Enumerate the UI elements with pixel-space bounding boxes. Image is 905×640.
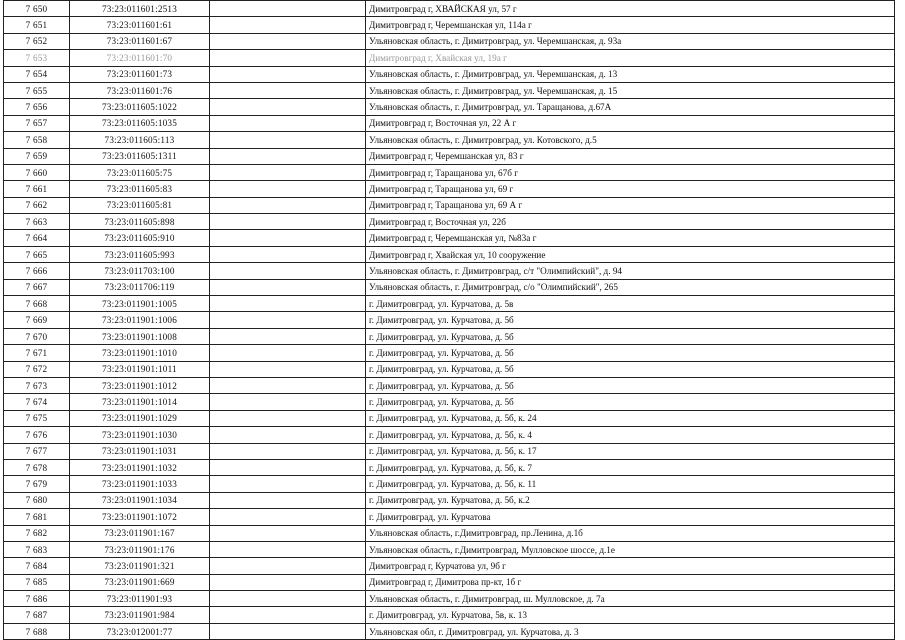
empty-cell (210, 312, 366, 328)
empty-cell (210, 591, 366, 607)
table-row (4, 214, 895, 230)
empty-cell (210, 263, 366, 279)
row-number-cell: 7 650 (4, 1, 70, 17)
row-number-cell: 7 682 (4, 525, 70, 541)
address-cell: Ульяновская область, г. Димитровград, ул. Черемшанская, д. 93а (366, 33, 895, 49)
cadastral-number-cell: 73:23:011703:100 (70, 263, 210, 279)
empty-cell (210, 181, 366, 197)
cadastral-number-cell: 73:23:011605:1035 (70, 115, 210, 131)
cadastral-number-cell: 73:23:011601:76 (70, 82, 210, 98)
cadastral-number-cell: 73:23:011601:70 (70, 50, 210, 66)
empty-cell (210, 492, 366, 508)
table-row (4, 99, 895, 115)
address-cell: Димитровград г, Восточная ул, 22 А г (366, 115, 895, 131)
table-row (4, 492, 895, 508)
cadastral-number-cell: 73:23:011901:167 (70, 525, 210, 541)
table-row (4, 181, 895, 197)
row-number-cell: 7 655 (4, 82, 70, 98)
cadastral-number-cell: 73:23:011601:61 (70, 17, 210, 33)
row-number-cell: 7 666 (4, 263, 70, 279)
address-cell: Ульяновская обл, г. Димитровград, ул. Курчатова, д. 3 (366, 623, 895, 639)
table-row (4, 1, 895, 17)
cadastral-number-cell: 73:23:011901:1031 (70, 443, 210, 459)
row-number-cell: 7 662 (4, 197, 70, 213)
empty-cell (210, 214, 366, 230)
cadastral-number-cell: 73:23:011901:984 (70, 607, 210, 623)
address-cell: Димитровград г, Восточная ул, 22б (366, 214, 895, 230)
cadastral-number-cell: 73:23:011706:119 (70, 279, 210, 295)
table-row (4, 607, 895, 623)
table-row (4, 443, 895, 459)
address-cell: Димитровград г, Черемшанская ул, 83 г (366, 148, 895, 164)
cadastral-number-cell: 73:23:011901:1033 (70, 476, 210, 492)
address-cell: Димитровград г, Курчатова ул, 9б г (366, 558, 895, 574)
row-number-cell: 7 656 (4, 99, 70, 115)
table-row (4, 541, 895, 557)
table-row (4, 296, 895, 312)
row-number-cell: 7 670 (4, 328, 70, 344)
address-cell: г. Димитровград, ул. Курчатова, д. 5б (366, 394, 895, 410)
row-number-cell: 7 678 (4, 459, 70, 475)
table-row (4, 230, 895, 246)
cadastral-number-cell: 73:23:011901:1029 (70, 410, 210, 426)
cadastral-number-cell: 73:23:011901:1032 (70, 459, 210, 475)
table-row (4, 525, 895, 541)
table-row (4, 50, 895, 66)
row-number-cell: 7 664 (4, 230, 70, 246)
address-cell: г. Димитровград, ул. Курчатова, д. 5в (366, 296, 895, 312)
cadastral-number-cell: 73:23:011605:75 (70, 164, 210, 180)
cadastral-number-cell: 73:23:011605:993 (70, 246, 210, 262)
empty-cell (210, 246, 366, 262)
empty-cell (210, 525, 366, 541)
cadastral-number-cell: 73:23:011901:1006 (70, 312, 210, 328)
cadastral-number-cell: 73:23:011901:93 (70, 591, 210, 607)
address-cell: Ульяновская область, г. Димитровград, ул. Черемшанская, д. 15 (366, 82, 895, 98)
row-number-cell: 7 684 (4, 558, 70, 574)
empty-cell (210, 410, 366, 426)
table-row (4, 279, 895, 295)
cadastral-number-cell: 73:23:011605:113 (70, 132, 210, 148)
table-row (4, 377, 895, 393)
table-row (4, 33, 895, 49)
empty-cell (210, 33, 366, 49)
address-cell: г. Димитровград, ул. Курчатова, д. 5б, к. 7 (366, 459, 895, 475)
empty-cell (210, 17, 366, 33)
empty-cell (210, 476, 366, 492)
address-cell: г. Димитровград, ул. Курчатова, д. 5б (366, 377, 895, 393)
address-cell: Димитровград г, Таращанова ул, 67б г (366, 164, 895, 180)
table-row (4, 459, 895, 475)
table-row (4, 164, 895, 180)
row-number-cell: 7 673 (4, 377, 70, 393)
empty-cell (210, 50, 366, 66)
table-row (4, 574, 895, 590)
cadastral-number-cell: 73:23:011901:1011 (70, 361, 210, 377)
table-row (4, 623, 895, 639)
empty-cell (210, 279, 366, 295)
address-cell: Димитровград г, Хвайская ул, 19а г (366, 50, 895, 66)
registry-table (3, 0, 895, 640)
address-cell: г. Димитровград, ул. Курчатова, д. 5б (366, 328, 895, 344)
empty-cell (210, 345, 366, 361)
row-number-cell: 7 681 (4, 509, 70, 525)
row-number-cell: 7 669 (4, 312, 70, 328)
cadastral-number-cell: 73:23:011901:1072 (70, 509, 210, 525)
address-cell: Димитровград г, Таращанова ул, 69 А г (366, 197, 895, 213)
empty-cell (210, 99, 366, 115)
address-cell: Димитровград г, Таращанова ул, 69 г (366, 181, 895, 197)
empty-cell (210, 230, 366, 246)
row-number-cell: 7 685 (4, 574, 70, 590)
row-number-cell: 7 653 (4, 50, 70, 66)
address-cell: г. Димитровград, ул. Курчатова, д. 5б (366, 345, 895, 361)
table-row (4, 66, 895, 82)
registry-page (3, 0, 894, 640)
table-row (4, 476, 895, 492)
cadastral-number-cell: 73:23:011605:81 (70, 197, 210, 213)
row-number-cell: 7 675 (4, 410, 70, 426)
table-row (4, 410, 895, 426)
empty-cell (210, 328, 366, 344)
table-row (4, 427, 895, 443)
address-cell: Ульяновская область, г. Димитровград, ул. Котовского, д.5 (366, 132, 895, 148)
cadastral-number-cell: 73:23:011901:1012 (70, 377, 210, 393)
row-number-cell: 7 659 (4, 148, 70, 164)
empty-cell (210, 509, 366, 525)
cadastral-number-cell: 73:23:011601:67 (70, 33, 210, 49)
cadastral-number-cell: 73:23:011601:2513 (70, 1, 210, 17)
row-number-cell: 7 674 (4, 394, 70, 410)
table-row (4, 558, 895, 574)
empty-cell (210, 558, 366, 574)
row-number-cell: 7 663 (4, 214, 70, 230)
table-row (4, 115, 895, 131)
address-cell: Ульяновская область, г. Димитровград, с/т "Олимпийский", д. 94 (366, 263, 895, 279)
table-row (4, 246, 895, 262)
empty-cell (210, 607, 366, 623)
address-cell: Димитровград г, Черемшанская ул, 114а г (366, 17, 895, 33)
row-number-cell: 7 686 (4, 591, 70, 607)
empty-cell (210, 82, 366, 98)
table-row (4, 17, 895, 33)
empty-cell (210, 377, 366, 393)
row-number-cell: 7 688 (4, 623, 70, 639)
empty-cell (210, 574, 366, 590)
registry-table-body (4, 1, 895, 640)
table-row (4, 82, 895, 98)
cadastral-number-cell: 73:23:011605:1311 (70, 148, 210, 164)
table-row (4, 263, 895, 279)
address-cell: г. Димитровград, ул. Курчатова, д. 5б, к. 4 (366, 427, 895, 443)
address-cell: г. Димитровград, ул. Курчатова, д. 5б, к. 24 (366, 410, 895, 426)
row-number-cell: 7 652 (4, 33, 70, 49)
cadastral-number-cell: 73:23:011605:1022 (70, 99, 210, 115)
table-row (4, 197, 895, 213)
empty-cell (210, 148, 366, 164)
table-row (4, 148, 895, 164)
address-cell: г. Димитровград, ул. Курчатова, д. 5б (366, 312, 895, 328)
empty-cell (210, 164, 366, 180)
empty-cell (210, 394, 366, 410)
row-number-cell: 7 660 (4, 164, 70, 180)
empty-cell (210, 427, 366, 443)
empty-cell (210, 623, 366, 639)
row-number-cell: 7 687 (4, 607, 70, 623)
empty-cell (210, 1, 366, 17)
row-number-cell: 7 683 (4, 541, 70, 557)
empty-cell (210, 459, 366, 475)
cadastral-number-cell: 73:23:011901:1014 (70, 394, 210, 410)
address-cell: Ульяновская область, г. Димитровград, с/о "Олимпийский", 265 (366, 279, 895, 295)
row-number-cell: 7 661 (4, 181, 70, 197)
row-number-cell: 7 672 (4, 361, 70, 377)
cadastral-number-cell: 73:23:011901:1008 (70, 328, 210, 344)
row-number-cell: 7 665 (4, 246, 70, 262)
row-number-cell: 7 657 (4, 115, 70, 131)
row-number-cell: 7 676 (4, 427, 70, 443)
address-cell: Димитровград г, ХВАЙСКАЯ ул, 57 г (366, 1, 895, 17)
empty-cell (210, 66, 366, 82)
empty-cell (210, 296, 366, 312)
row-number-cell: 7 654 (4, 66, 70, 82)
address-cell: г. Димитровград, ул. Курчатова, д. 5б, к. 17 (366, 443, 895, 459)
table-row (4, 312, 895, 328)
empty-cell (210, 115, 366, 131)
row-number-cell: 7 679 (4, 476, 70, 492)
table-row (4, 591, 895, 607)
address-cell: г. Димитровград, ул. Курчатова, д. 5б, к. 11 (366, 476, 895, 492)
address-cell: г. Димитровград, ул. Курчатова, д. 5б (366, 361, 895, 377)
address-cell: Ульяновская область, г.Димитровград, Мулловское шоссе, д.1е (366, 541, 895, 557)
empty-cell (210, 361, 366, 377)
cadastral-number-cell: 73:23:011605:898 (70, 214, 210, 230)
row-number-cell: 7 677 (4, 443, 70, 459)
table-row (4, 345, 895, 361)
address-cell: г. Димитровград, ул. Курчатова (366, 509, 895, 525)
row-number-cell: 7 658 (4, 132, 70, 148)
cadastral-number-cell: 73:23:011901:1034 (70, 492, 210, 508)
address-cell: г. Димитровград, ул. Курчатова, д. 5б, к.2 (366, 492, 895, 508)
row-number-cell: 7 671 (4, 345, 70, 361)
cadastral-number-cell: 73:23:012001:77 (70, 623, 210, 639)
address-cell: г. Димитровград, ул. Курчатова, 5в, к. 13 (366, 607, 895, 623)
cadastral-number-cell: 73:23:011901:1030 (70, 427, 210, 443)
cadastral-number-cell: 73:23:011901:1010 (70, 345, 210, 361)
address-cell: Ульяновская область, г.Димитровград, пр.Ленина, д.1б (366, 525, 895, 541)
table-row (4, 361, 895, 377)
empty-cell (210, 443, 366, 459)
cadastral-number-cell: 73:23:011901:1005 (70, 296, 210, 312)
row-number-cell: 7 667 (4, 279, 70, 295)
cadastral-number-cell: 73:23:011601:73 (70, 66, 210, 82)
cadastral-number-cell: 73:23:011901:669 (70, 574, 210, 590)
address-cell: Димитровград г, Хвайская ул, 10 сооружение (366, 246, 895, 262)
empty-cell (210, 132, 366, 148)
table-row (4, 328, 895, 344)
row-number-cell: 7 680 (4, 492, 70, 508)
row-number-cell: 7 651 (4, 17, 70, 33)
table-row (4, 509, 895, 525)
empty-cell (210, 541, 366, 557)
table-row (4, 132, 895, 148)
address-cell: Ульяновская область, г. Димитровград, ш. Мулловское, д. 7а (366, 591, 895, 607)
table-row (4, 394, 895, 410)
empty-cell (210, 197, 366, 213)
address-cell: Ульяновская область, г. Димитровград, ул. Таращанова, д.67А (366, 99, 895, 115)
row-number-cell: 7 668 (4, 296, 70, 312)
address-cell: Ульяновская область, г. Димитровград, ул. Черемшанская, д. 13 (366, 66, 895, 82)
cadastral-number-cell: 73:23:011901:321 (70, 558, 210, 574)
cadastral-number-cell: 73:23:011605:910 (70, 230, 210, 246)
address-cell: Димитровград г, Димитрова пр-кт, 1б г (366, 574, 895, 590)
address-cell: Димитровград г, Черемшанская ул, №83а г (366, 230, 895, 246)
cadastral-number-cell: 73:23:011605:83 (70, 181, 210, 197)
cadastral-number-cell: 73:23:011901:176 (70, 541, 210, 557)
